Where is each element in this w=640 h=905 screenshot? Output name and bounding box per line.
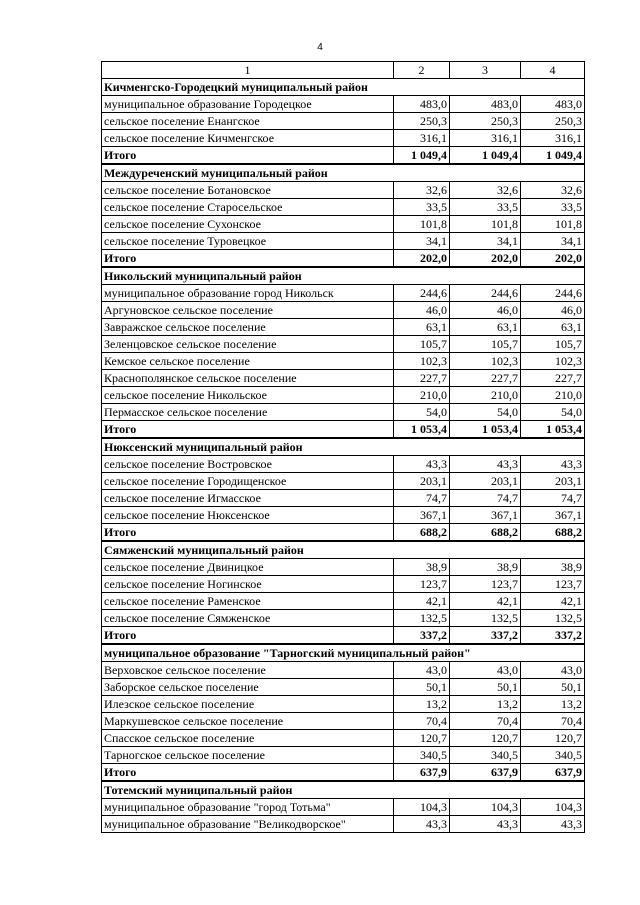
municipality-name: Спасское сельское поселение [102, 730, 394, 747]
table-row [102, 696, 585, 713]
amount-cell: 34,1 [450, 233, 521, 250]
municipality-name: сельское поселение Сямженское [102, 610, 394, 627]
allocation-table [101, 61, 585, 833]
amount-cell: 104,3 [521, 799, 585, 816]
amount-cell: 38,9 [394, 559, 450, 576]
municipality-name: муниципальное образование "город Тотьма" [102, 799, 394, 816]
column-header: 3 [450, 62, 521, 79]
section-title-row [102, 79, 585, 96]
amount-cell: 340,5 [450, 747, 521, 764]
amount-cell: 43,3 [450, 816, 521, 833]
amount-cell: 120,7 [394, 730, 450, 747]
total-row [102, 764, 585, 782]
amount-cell: 210,0 [394, 387, 450, 404]
amount-cell: 43,0 [521, 662, 585, 679]
amount-cell: 32,6 [450, 182, 521, 199]
amount-cell: 70,4 [394, 713, 450, 730]
amount-cell: 50,1 [521, 679, 585, 696]
amount-cell: 46,0 [394, 302, 450, 319]
table-row [102, 576, 585, 593]
total-label: Итого [102, 627, 394, 645]
table-row [102, 130, 585, 147]
table-row [102, 182, 585, 199]
table-row [102, 285, 585, 302]
amount-cell: 340,5 [394, 747, 450, 764]
table-row [102, 679, 585, 696]
total-amount: 1 049,4 [521, 147, 585, 165]
section-title: муниципальное образование "Тарногский муниципальный район" [102, 644, 585, 662]
section-title: Никольский муниципальный район [102, 267, 585, 285]
total-amount: 637,9 [394, 764, 450, 782]
municipality-name: Завражское сельское поселение [102, 319, 394, 336]
municipality-name: сельское поселение Игмасское [102, 490, 394, 507]
total-amount: 202,0 [521, 250, 585, 268]
amount-cell: 227,7 [450, 370, 521, 387]
amount-cell: 120,7 [521, 730, 585, 747]
amount-cell: 13,2 [450, 696, 521, 713]
column-header: 1 [102, 62, 394, 79]
table-row [102, 559, 585, 576]
amount-cell: 32,6 [521, 182, 585, 199]
municipality-name: сельское поселение Туровецкое [102, 233, 394, 250]
amount-cell: 203,1 [521, 473, 585, 490]
municipality-name: сельское поселение Востровское [102, 456, 394, 473]
amount-cell: 316,1 [394, 130, 450, 147]
table-row [102, 404, 585, 421]
amount-cell: 483,0 [394, 96, 450, 113]
amount-cell: 316,1 [521, 130, 585, 147]
total-row [102, 524, 585, 542]
amount-cell: 210,0 [450, 387, 521, 404]
municipality-name: Краснополянское сельское поселение [102, 370, 394, 387]
amount-cell: 46,0 [450, 302, 521, 319]
amount-cell: 105,7 [450, 336, 521, 353]
total-amount: 637,9 [521, 764, 585, 782]
total-amount: 1 049,4 [450, 147, 521, 165]
amount-cell: 227,7 [394, 370, 450, 387]
amount-cell: 203,1 [394, 473, 450, 490]
municipality-name: Тарногское сельское поселение [102, 747, 394, 764]
municipality-name: сельское поселение Никольское [102, 387, 394, 404]
table-row [102, 199, 585, 216]
amount-cell: 43,3 [450, 456, 521, 473]
total-label: Итого [102, 147, 394, 165]
municipality-name: Аргуновское сельское поселение [102, 302, 394, 319]
municipality-name: сельское поселение Раменское [102, 593, 394, 610]
amount-cell: 123,7 [394, 576, 450, 593]
amount-cell: 42,1 [450, 593, 521, 610]
amount-cell: 43,3 [394, 816, 450, 833]
amount-cell: 102,3 [521, 353, 585, 370]
table-body [102, 62, 585, 833]
table-row [102, 233, 585, 250]
amount-cell: 42,1 [394, 593, 450, 610]
total-amount: 637,9 [450, 764, 521, 782]
amount-cell: 74,7 [394, 490, 450, 507]
amount-cell: 250,3 [394, 113, 450, 130]
amount-cell: 70,4 [521, 713, 585, 730]
section-title: Нюксенский муниципальный район [102, 438, 585, 456]
amount-cell: 244,6 [521, 285, 585, 302]
amount-cell: 104,3 [394, 799, 450, 816]
amount-cell: 483,0 [450, 96, 521, 113]
total-amount: 337,2 [450, 627, 521, 645]
table-row [102, 302, 585, 319]
total-label: Итого [102, 524, 394, 542]
amount-cell: 203,1 [450, 473, 521, 490]
total-amount: 202,0 [394, 250, 450, 268]
amount-cell: 46,0 [521, 302, 585, 319]
amount-cell: 54,0 [450, 404, 521, 421]
amount-cell: 43,3 [521, 816, 585, 833]
total-amount: 688,2 [521, 524, 585, 542]
municipality-name: сельское поселение Ногинское [102, 576, 394, 593]
section-title-row [102, 644, 585, 662]
amount-cell: 43,3 [521, 456, 585, 473]
amount-cell: 367,1 [521, 507, 585, 524]
amount-cell: 74,7 [450, 490, 521, 507]
table-row [102, 490, 585, 507]
amount-cell: 244,6 [450, 285, 521, 302]
municipality-name: Зеленцовское сельское поселение [102, 336, 394, 353]
section-title-row [102, 541, 585, 559]
municipality-name: сельское поселение Кичменгское [102, 130, 394, 147]
amount-cell: 63,1 [394, 319, 450, 336]
total-row [102, 627, 585, 645]
municipality-name: сельское поселение Сухонское [102, 216, 394, 233]
municipality-name: Заборское сельское поселение [102, 679, 394, 696]
section-title: Междуреченский муниципальный район [102, 164, 585, 182]
municipality-name: сельское поселение Енангское [102, 113, 394, 130]
amount-cell: 54,0 [521, 404, 585, 421]
amount-cell: 244,6 [394, 285, 450, 302]
table-row [102, 816, 585, 833]
page-number: 4 [317, 42, 323, 53]
amount-cell: 123,7 [521, 576, 585, 593]
amount-cell: 250,3 [450, 113, 521, 130]
amount-cell: 13,2 [394, 696, 450, 713]
amount-cell: 43,3 [394, 456, 450, 473]
table-row [102, 610, 585, 627]
amount-cell: 250,3 [521, 113, 585, 130]
municipality-name: Маркушевское сельское поселение [102, 713, 394, 730]
amount-cell: 483,0 [521, 96, 585, 113]
amount-cell: 105,7 [521, 336, 585, 353]
amount-cell: 13,2 [521, 696, 585, 713]
amount-cell: 42,1 [521, 593, 585, 610]
municipality-name: Кемское сельское поселение [102, 353, 394, 370]
amount-cell: 33,5 [394, 199, 450, 216]
amount-cell: 38,9 [521, 559, 585, 576]
table-row [102, 593, 585, 610]
municipality-name: муниципальное образование город Никольск [102, 285, 394, 302]
table-row [102, 96, 585, 113]
amount-cell: 54,0 [394, 404, 450, 421]
amount-cell: 132,5 [521, 610, 585, 627]
column-header: 2 [394, 62, 450, 79]
amount-cell: 367,1 [394, 507, 450, 524]
municipality-name: Пермасское сельское поселение [102, 404, 394, 421]
municipality-name: муниципальное образование Городецкое [102, 96, 394, 113]
amount-cell: 63,1 [521, 319, 585, 336]
total-amount: 1 053,4 [450, 421, 521, 439]
section-title: Сямженский муниципальный район [102, 541, 585, 559]
amount-cell: 120,7 [450, 730, 521, 747]
total-row [102, 147, 585, 165]
table-row [102, 336, 585, 353]
amount-cell: 101,8 [450, 216, 521, 233]
amount-cell: 32,6 [394, 182, 450, 199]
amount-cell: 50,1 [450, 679, 521, 696]
amount-cell: 34,1 [521, 233, 585, 250]
total-amount: 1 053,4 [521, 421, 585, 439]
amount-cell: 38,9 [450, 559, 521, 576]
amount-cell: 101,8 [394, 216, 450, 233]
municipality-name: Илезское сельское поселение [102, 696, 394, 713]
amount-cell: 63,1 [450, 319, 521, 336]
table-header-row [102, 62, 585, 79]
total-label: Итого [102, 421, 394, 439]
municipality-name: сельское поселение Городищенское [102, 473, 394, 490]
amount-cell: 102,3 [394, 353, 450, 370]
total-amount: 202,0 [450, 250, 521, 268]
amount-cell: 340,5 [521, 747, 585, 764]
amount-cell: 316,1 [450, 130, 521, 147]
municipality-name: муниципальное образование "Великодворское" [102, 816, 394, 833]
total-row [102, 421, 585, 439]
section-title-row [102, 438, 585, 456]
table-row [102, 370, 585, 387]
amount-cell: 43,0 [394, 662, 450, 679]
total-row [102, 250, 585, 268]
table-row [102, 319, 585, 336]
table-row [102, 662, 585, 679]
amount-cell: 101,8 [521, 216, 585, 233]
table-row [102, 473, 585, 490]
section-title-row [102, 781, 585, 799]
municipality-name: сельское поселение Старосельское [102, 199, 394, 216]
amount-cell: 132,5 [394, 610, 450, 627]
table-row [102, 713, 585, 730]
municipality-name: Верховское сельское поселение [102, 662, 394, 679]
total-amount: 688,2 [394, 524, 450, 542]
table-row [102, 747, 585, 764]
amount-cell: 74,7 [521, 490, 585, 507]
total-label: Итого [102, 764, 394, 782]
total-amount: 337,2 [394, 627, 450, 645]
total-amount: 1 053,4 [394, 421, 450, 439]
column-header: 4 [521, 62, 585, 79]
amount-cell: 104,3 [450, 799, 521, 816]
amount-cell: 132,5 [450, 610, 521, 627]
amount-cell: 43,0 [450, 662, 521, 679]
table-row [102, 799, 585, 816]
section-title: Кичменгско-Городецкий муниципальный район [102, 79, 585, 96]
municipality-name: сельское поселение Нюксенское [102, 507, 394, 524]
municipality-name: сельское поселение Двиницкое [102, 559, 394, 576]
amount-cell: 70,4 [450, 713, 521, 730]
amount-cell: 227,7 [521, 370, 585, 387]
section-title: Тотемский муниципальный район [102, 781, 585, 799]
amount-cell: 34,1 [394, 233, 450, 250]
amount-cell: 105,7 [394, 336, 450, 353]
table-row [102, 113, 585, 130]
table-row [102, 216, 585, 233]
table-row [102, 456, 585, 473]
total-amount: 337,2 [521, 627, 585, 645]
section-title-row [102, 267, 585, 285]
amount-cell: 33,5 [521, 199, 585, 216]
amount-cell: 102,3 [450, 353, 521, 370]
total-label: Итого [102, 250, 394, 268]
table-row [102, 730, 585, 747]
amount-cell: 50,1 [394, 679, 450, 696]
section-title-row [102, 164, 585, 182]
total-amount: 1 049,4 [394, 147, 450, 165]
total-amount: 688,2 [450, 524, 521, 542]
table-row [102, 507, 585, 524]
amount-cell: 210,0 [521, 387, 585, 404]
table-row [102, 387, 585, 404]
amount-cell: 367,1 [450, 507, 521, 524]
amount-cell: 123,7 [450, 576, 521, 593]
municipality-name: сельское поселение Ботановское [102, 182, 394, 199]
table-row [102, 353, 585, 370]
amount-cell: 33,5 [450, 199, 521, 216]
